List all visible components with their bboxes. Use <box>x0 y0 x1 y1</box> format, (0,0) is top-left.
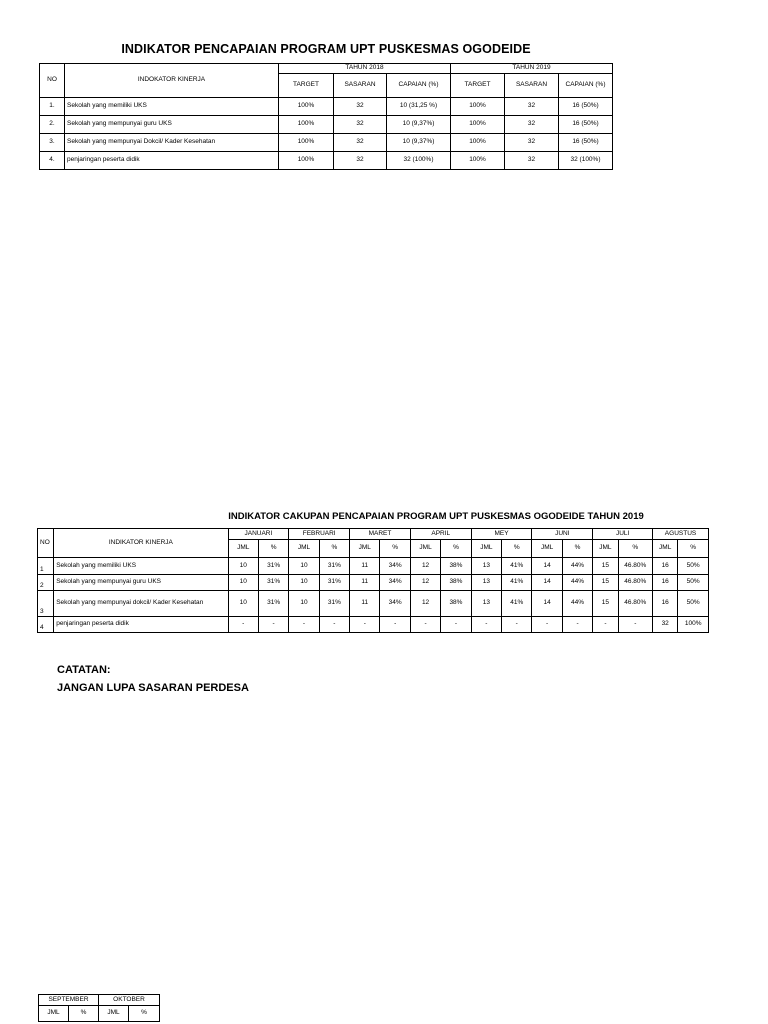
table-cell: - <box>410 617 440 633</box>
table-cell: 12 <box>410 558 440 575</box>
table-cell: 100% <box>279 152 334 170</box>
table-cell: 32 <box>653 617 678 633</box>
subheader-target: TARGET <box>279 74 334 98</box>
subheader-pct: % <box>678 540 709 558</box>
table-cell: 11 <box>350 558 380 575</box>
table-cell: 100% <box>279 134 334 152</box>
coverage-table-continued <box>38 994 160 1022</box>
indicator-label: Sekolah yang mempunyai Dokcil/ Kader Kesehatan <box>65 134 279 152</box>
table-cell: 44% <box>562 575 592 591</box>
table-cell: 10 <box>228 575 258 591</box>
table-cell: 31% <box>319 558 349 575</box>
indicator-label: Sekolah yang memiliki UKS <box>54 558 228 575</box>
table-cell: - <box>289 617 319 633</box>
indicator-label: Sekolah yang mempunyai guru UKS <box>65 116 279 134</box>
table-cell: - <box>471 617 501 633</box>
table-cell: - <box>562 617 592 633</box>
table-row <box>40 134 613 152</box>
month-header: APRIL <box>410 529 471 540</box>
month-header: JULI <box>593 529 653 540</box>
table-cell: 31% <box>319 575 349 591</box>
table-cell: 32 <box>334 116 387 134</box>
table-cell: - <box>532 617 562 633</box>
table-row <box>40 116 613 134</box>
row-number: 4. <box>40 152 65 170</box>
table-cell: 10 <box>289 558 319 575</box>
table-cell: 46.80% <box>618 558 652 575</box>
subheader-pct: % <box>319 540 349 558</box>
table-cell: 32 <box>505 116 559 134</box>
table-cell: 32 (100%) <box>559 152 613 170</box>
subheader-jml: JML <box>350 540 380 558</box>
table-row <box>38 575 709 591</box>
table-cell: 15 <box>593 591 618 617</box>
table-cell: 100% <box>451 152 505 170</box>
table-cell: 16 (50%) <box>559 134 613 152</box>
subheader-jml: JML <box>99 1006 129 1022</box>
table-row <box>38 591 709 617</box>
subheader-pct: % <box>441 540 471 558</box>
subheader-sasaran: SASARAN <box>505 74 559 98</box>
table-cell: 50% <box>678 591 709 617</box>
table-cell: 10 (31,25 %) <box>387 98 451 116</box>
table-cell: - <box>441 617 471 633</box>
table-cell: 10 <box>228 558 258 575</box>
subheader-pct: % <box>380 540 410 558</box>
table2-title <box>36 511 768 522</box>
table-cell: 32 <box>505 98 559 116</box>
table-row <box>38 558 709 575</box>
table-cell: 13 <box>471 558 501 575</box>
table-cell: 38% <box>441 591 471 617</box>
table-cell: 32 <box>334 134 387 152</box>
table-cell: 10 <box>228 591 258 617</box>
table-row <box>40 98 613 116</box>
table-cell: 16 <box>653 575 678 591</box>
table-row <box>40 152 613 170</box>
table-cell: - <box>319 617 349 633</box>
table-cell: 32 <box>334 98 387 116</box>
subheader-jml: JML <box>471 540 501 558</box>
month-header: AGUSTUS <box>653 529 709 540</box>
subheader-pct: % <box>502 540 532 558</box>
indicator-label: penjaringan peserta didik <box>65 152 279 170</box>
table-cell: 16 <box>653 558 678 575</box>
table-cell: 41% <box>502 558 532 575</box>
subheader-jml: JML <box>289 540 319 558</box>
subheader-capaian: CAPAIAN (%) <box>387 74 451 98</box>
header-indikator: INDIKATOR KINERJA <box>54 529 228 558</box>
month-header: MARET <box>350 529 411 540</box>
subheader-capaian: CAPAIAN (%) <box>559 74 613 98</box>
table2-title-text: INDIKATOR CAKUPAN PENCAPAIAN PROGRAM UPT PUSKESMAS OGODEIDE TAHUN 2019 <box>228 511 644 522</box>
table-cell: 32 <box>505 152 559 170</box>
row-number: 1. <box>40 98 65 116</box>
table-cell: - <box>258 617 288 633</box>
subheader-jml: JML <box>39 1006 69 1022</box>
indicator-label: Sekolah yang mempunyai dokcil/ Kader Kesehatan <box>54 591 228 617</box>
table-cell: 100% <box>279 98 334 116</box>
table1-body <box>40 98 613 170</box>
table-cell: 46.80% <box>618 575 652 591</box>
table-cell: 12 <box>410 591 440 617</box>
note-text: JANGAN LUPA SASARAN PERDESA <box>57 682 249 694</box>
table1-title: INDIKATOR PENCAPAIAN PROGRAM UPT PUSKESMAS OGODEIDE <box>121 42 531 56</box>
row-number: 3 <box>38 591 54 617</box>
coverage-table-2019 <box>37 528 709 633</box>
month-header: JUNI <box>532 529 593 540</box>
table-cell: 16 (50%) <box>559 98 613 116</box>
subheader-pct: % <box>258 540 288 558</box>
table-cell: 10 <box>289 575 319 591</box>
table-cell: 11 <box>350 591 380 617</box>
table-cell: 14 <box>532 558 562 575</box>
row-number: 3. <box>40 134 65 152</box>
header-year-2019: TAHUN 2019 <box>451 64 613 74</box>
table-row <box>38 617 709 633</box>
table-cell: 32 <box>505 134 559 152</box>
table-cell: 100% <box>678 617 709 633</box>
table-cell: - <box>228 617 258 633</box>
table-cell: 32 (100%) <box>387 152 451 170</box>
subheader-jml: JML <box>593 540 618 558</box>
table-cell: 14 <box>532 591 562 617</box>
table-cell: 31% <box>258 558 288 575</box>
table-cell: 12 <box>410 575 440 591</box>
table2-body <box>38 558 709 633</box>
table-cell: 46.80% <box>618 591 652 617</box>
subheader-jml: JML <box>410 540 440 558</box>
table-cell: 34% <box>380 575 410 591</box>
table-cell: 13 <box>471 575 501 591</box>
row-number: 2. <box>40 116 65 134</box>
table-cell: 100% <box>451 98 505 116</box>
month-header: FEBRUARI <box>289 529 350 540</box>
indicator-label: Sekolah yang memiliki UKS <box>65 98 279 116</box>
row-number: 1 <box>38 558 54 575</box>
table-cell: 41% <box>502 575 532 591</box>
table-cell: - <box>593 617 618 633</box>
subheader-pct: % <box>562 540 592 558</box>
subheader-target: TARGET <box>451 74 505 98</box>
indicator-label: penjaringan peserta didik <box>54 617 228 633</box>
table-cell: 44% <box>562 558 592 575</box>
table-cell: 10 <box>289 591 319 617</box>
table-cell: - <box>502 617 532 633</box>
table-cell: 16 (50%) <box>559 116 613 134</box>
table-cell: 31% <box>258 591 288 617</box>
table-cell: 44% <box>562 591 592 617</box>
month-header: OKTOBER <box>99 995 160 1006</box>
header-no: NO <box>38 529 54 558</box>
table-cell: 11 <box>350 575 380 591</box>
subheader-jml: JML <box>653 540 678 558</box>
subheader-pct: % <box>129 1006 160 1022</box>
indicator-label: Sekolah yang mempunyai guru UKS <box>54 575 228 591</box>
table-cell: 16 <box>653 591 678 617</box>
subheader-pct: % <box>69 1006 99 1022</box>
subheader-jml: JML <box>228 540 258 558</box>
header-year-2018: TAHUN 2018 <box>279 64 451 74</box>
row-number: 4 <box>38 617 54 633</box>
table-cell: 100% <box>279 116 334 134</box>
table-cell: 10 (9,37%) <box>387 134 451 152</box>
subheader-pct: % <box>618 540 652 558</box>
table-cell: 41% <box>502 591 532 617</box>
month-header: MEY <box>471 529 532 540</box>
table-cell: 32 <box>334 152 387 170</box>
month-header: JANUARI <box>228 529 289 540</box>
row-number: 2 <box>38 575 54 591</box>
table-cell: 34% <box>380 591 410 617</box>
table-cell: 50% <box>678 558 709 575</box>
table-cell: 15 <box>593 558 618 575</box>
table-cell: - <box>618 617 652 633</box>
header-no: NO <box>40 64 65 98</box>
table-cell: 15 <box>593 575 618 591</box>
table-cell: 14 <box>532 575 562 591</box>
table-cell: - <box>380 617 410 633</box>
table-cell: 100% <box>451 134 505 152</box>
table-cell: 38% <box>441 558 471 575</box>
subheader-sasaran: SASARAN <box>334 74 387 98</box>
table-cell: - <box>350 617 380 633</box>
achievement-table-2018-2019 <box>39 63 613 170</box>
table-cell: 10 (9,37%) <box>387 116 451 134</box>
note-heading: CATATAN: <box>57 664 111 676</box>
subheader-jml: JML <box>532 540 562 558</box>
table-cell: 38% <box>441 575 471 591</box>
table-cell: 34% <box>380 558 410 575</box>
table-cell: 100% <box>451 116 505 134</box>
table-cell: 31% <box>319 591 349 617</box>
table-cell: 31% <box>258 575 288 591</box>
table-cell: 50% <box>678 575 709 591</box>
table-cell: 13 <box>471 591 501 617</box>
header-indikator: INDOKATOR KINERJA <box>65 64 279 98</box>
month-header: SEPTEMBER <box>39 995 99 1006</box>
